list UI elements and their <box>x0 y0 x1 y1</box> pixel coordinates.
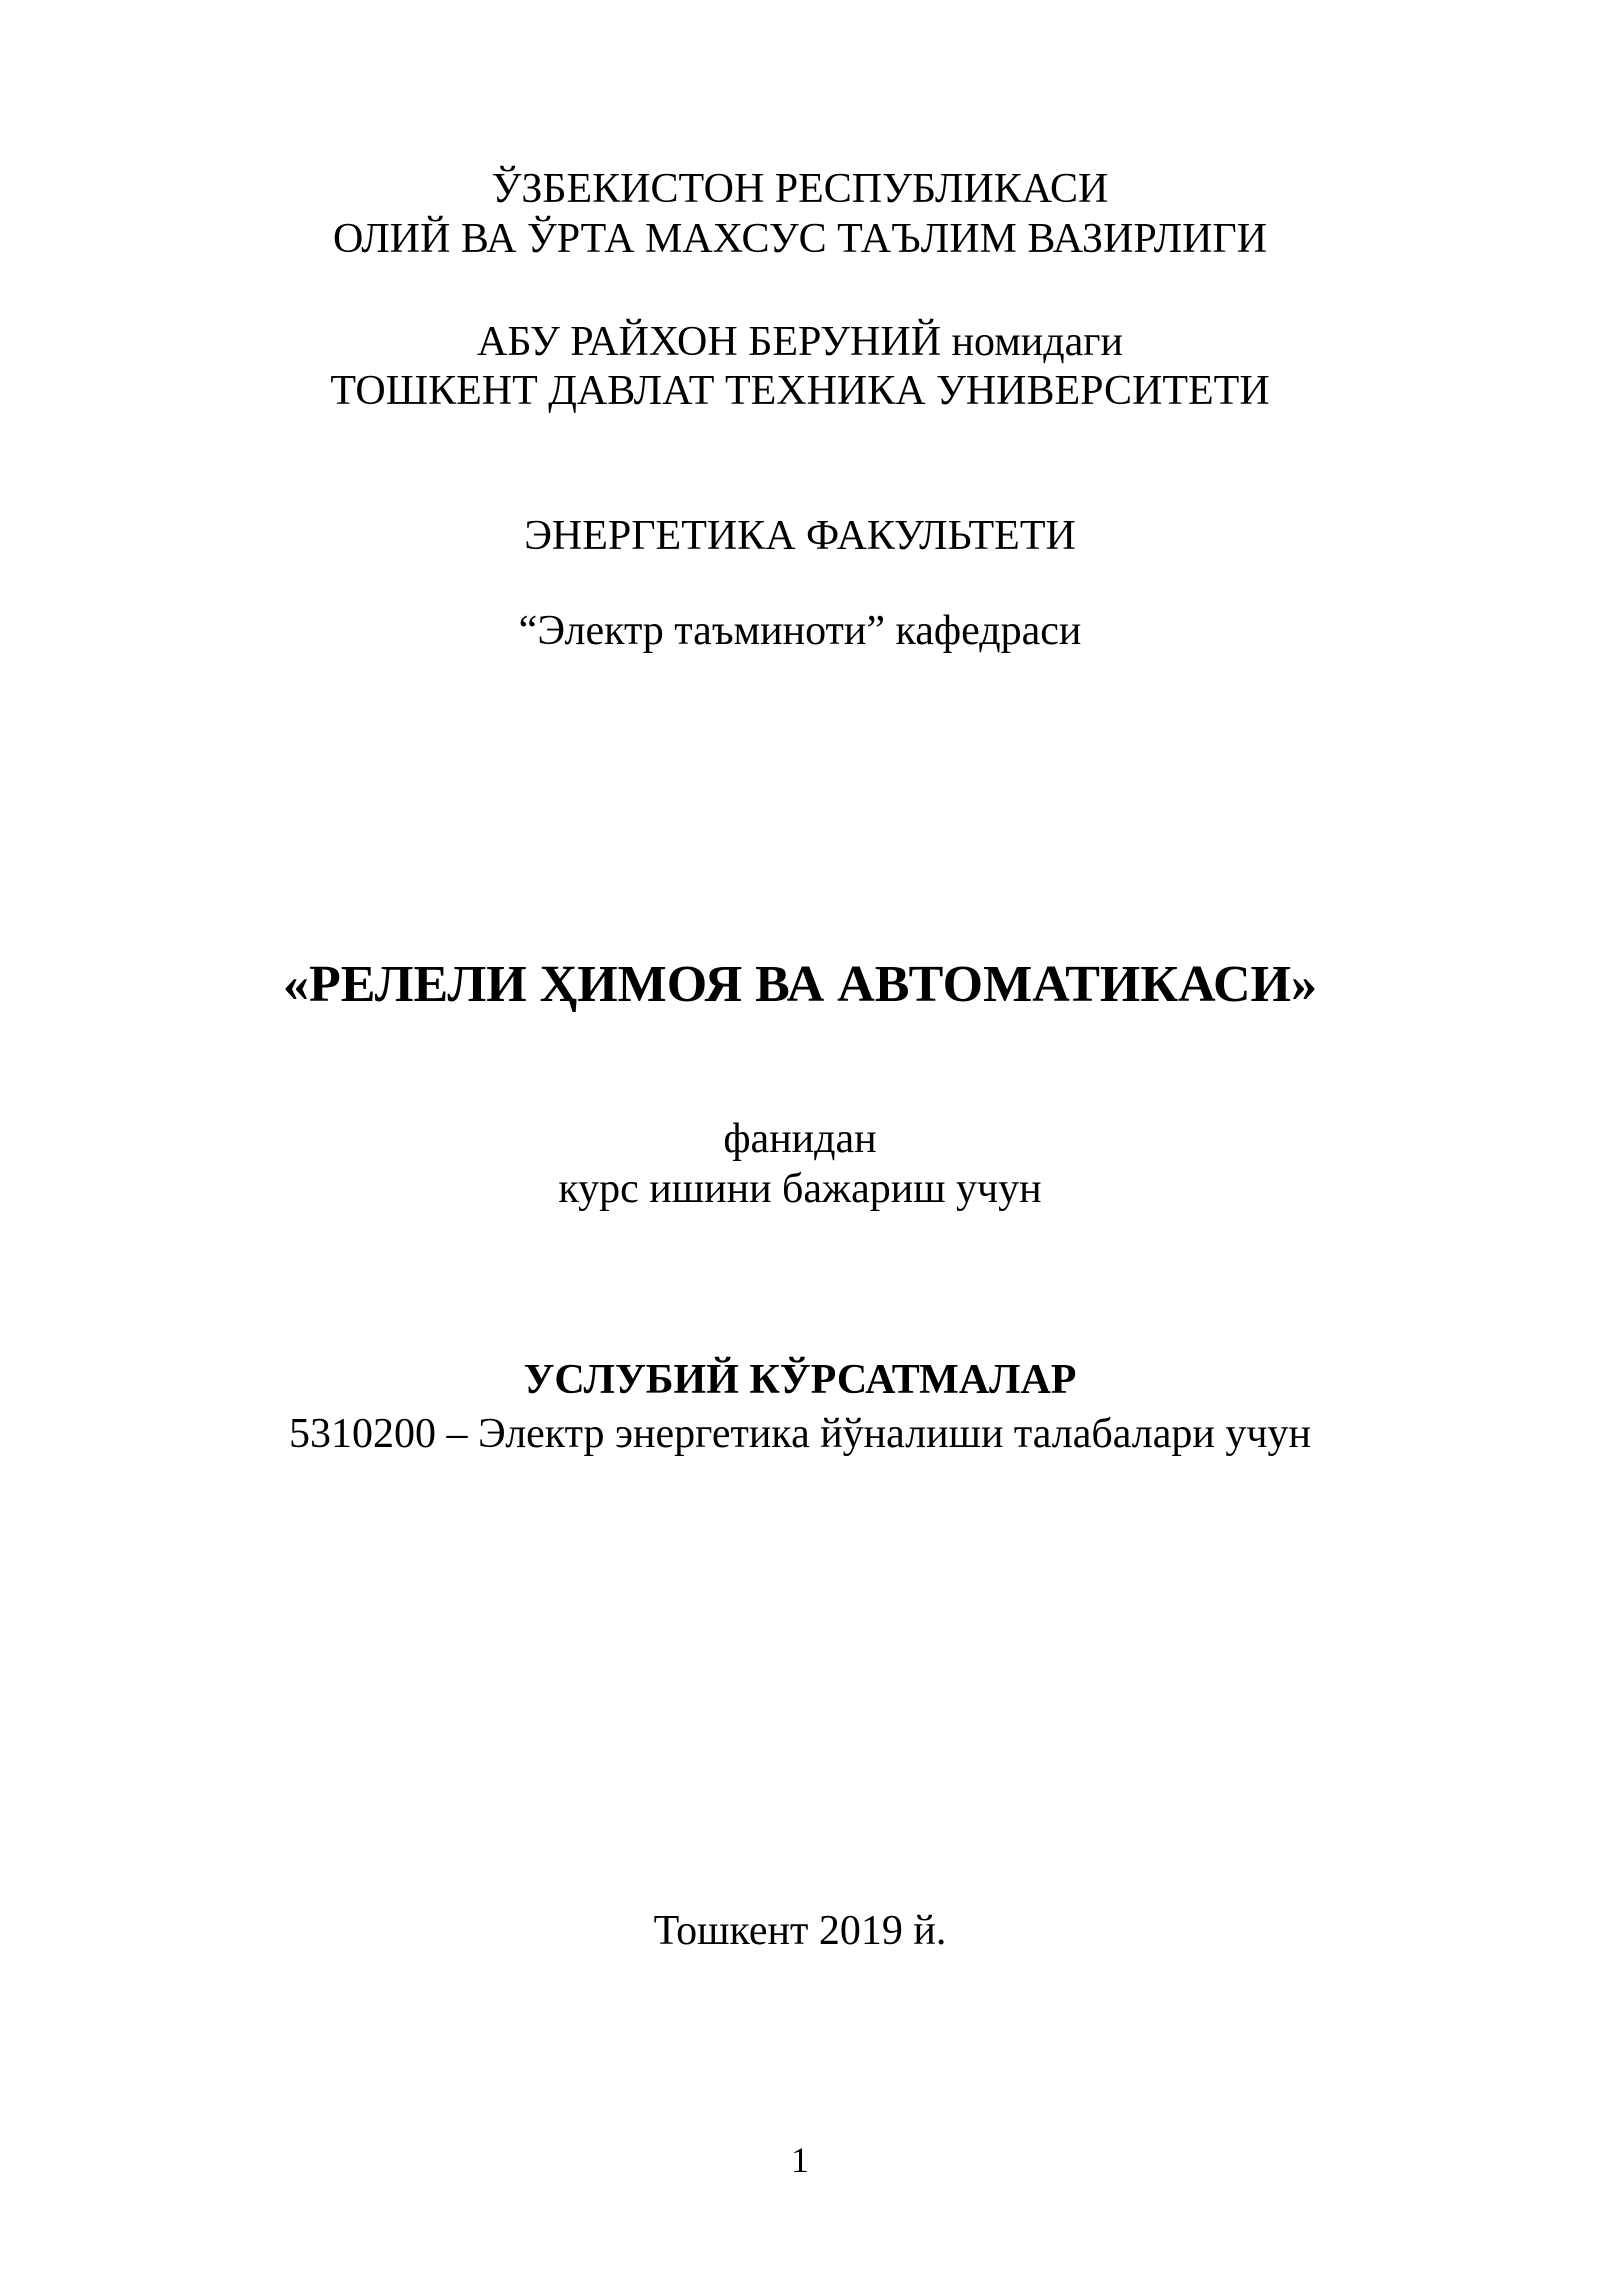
university-name-line <box>0 318 1600 366</box>
audience-line: 5310200 – Электр энергетика йўналиши талабалари учун <box>289 1411 1311 1457</box>
city-year: Тошкент 2019 й. <box>653 1908 947 1954</box>
guide-title: УСЛУБИЙ КЎРСАТМАЛАР <box>523 1357 1077 1403</box>
subject-line-2: курс ишини бажариш учун <box>558 1166 1042 1212</box>
subject-line-1: фанидан <box>723 1116 877 1162</box>
page-number: 1 <box>791 2140 809 2180</box>
department-heading: “Электр таъминоти” кафедраси <box>518 608 1082 654</box>
subject-title: «РЕЛЕЛИ ҲИМОЯ ВА АВТОМАТИКАСИ» <box>282 956 1317 1013</box>
university-name-caps: АБУ РАЙХОН БЕРУНИЙ <box>477 319 942 365</box>
republic-heading: ЎЗБЕКИСТОН РЕСПУБЛИКАСИ <box>491 166 1109 212</box>
university-heading: ТОШКЕНТ ДАВЛАТ ТЕХНИКА УНИВЕРСИТЕТИ <box>330 368 1270 414</box>
faculty-heading: ЭНЕРГЕТИКА ФАКУЛЬТЕТИ <box>524 513 1076 559</box>
university-name-suffix: номидаги <box>941 319 1123 365</box>
ministry-heading: ОЛИЙ ВА ЎРТА МАХСУС ТАЪЛИМ ВАЗИРЛИГИ <box>332 216 1268 262</box>
